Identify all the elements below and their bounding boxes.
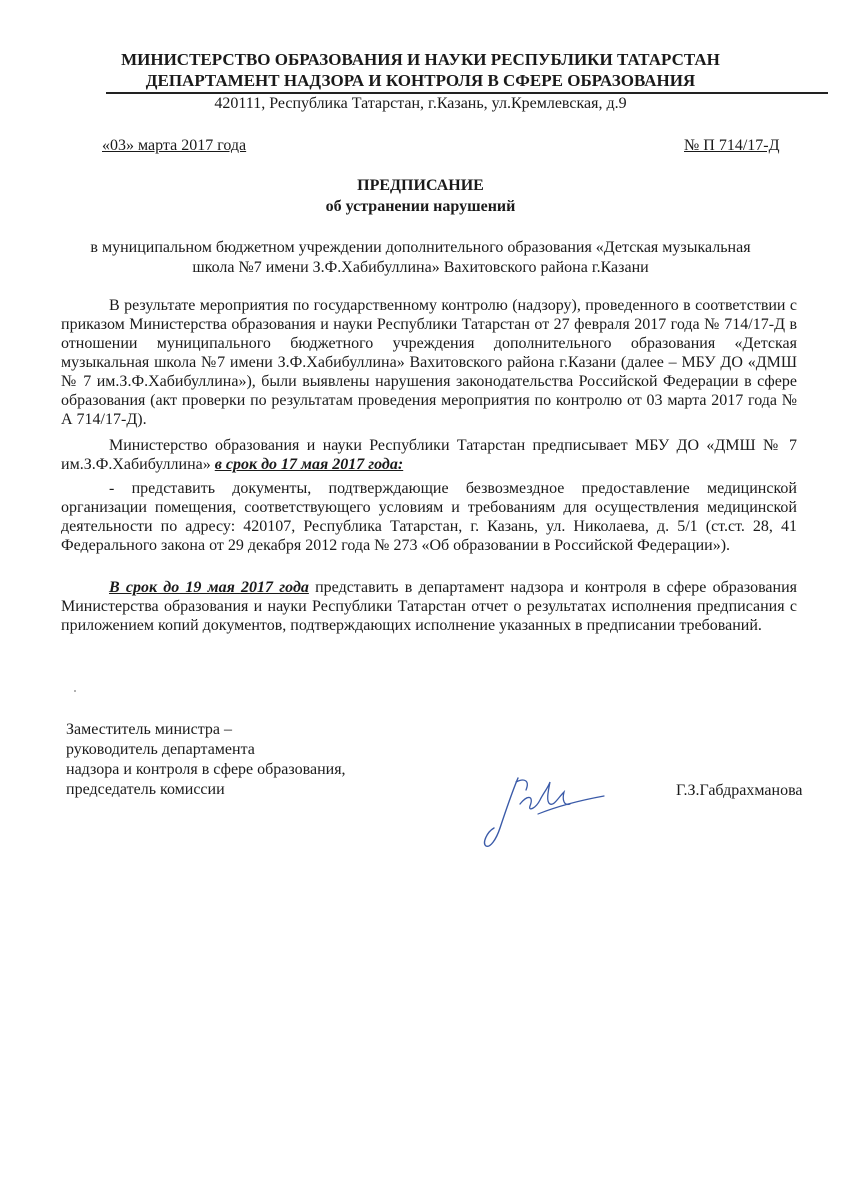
requirement-item: - представить документы, подтверждающие безвозмездное предоставление медицинской организации помещения, соответствующего условиям и требованиям для осуществления медицинской деятельности по адресу: 420107, Республика Татарстан, г. Казань, ул. Николаева, д. 5/1 (ст.ст. 28, 41 Федерального закона от 29 декабря 2012 года № 273 «Об образовании в Российской Федерации»). — [61, 480, 797, 554]
department-address: 420111, Республика Татарстан, г.Казань, ул.Кремлевская, д.9 — [214, 95, 627, 112]
document-date: «03» марта 2017 года — [102, 137, 247, 154]
position-line: надзора и контроля в сфере образования, — [66, 761, 346, 778]
position-line: руководитель департамента — [66, 741, 255, 758]
report-text: представить в департамент надзора и контроля в сфере образования Министерства образования и науки Республики Татарстан отчет о результатах исполнения предписания с приложением копий документов, подтверждающих исполнение указанных в предписании требований. — [61, 579, 798, 634]
document-number: № П 714/17-Д — [684, 137, 780, 154]
document-subtitle: об устранении нарушений — [325, 198, 516, 215]
report-paragraph — [61, 578, 797, 635]
prescription-paragraph — [61, 436, 797, 474]
first-deadline: в срок до 17 мая 2017 года: — [214, 456, 404, 473]
second-deadline: В срок до 19 мая 2017 года — [109, 579, 309, 596]
department-name: ДЕПАРТАМЕНТ НАДЗОРА И КОНТРОЛЯ В СФЕРЕ ОБРАЗОВАНИЯ — [145, 71, 696, 90]
scan-speck — [74, 690, 76, 692]
signatory-name: Г.З.Габдрахманова — [676, 782, 803, 799]
prescription-text: Министерство образования и науки Республики Татарстан предписывает МБУ ДО «ДМШ № 7 им.З.Ф.Хабибуллина» — [61, 437, 797, 473]
position-line: Заместитель министра – — [66, 721, 232, 738]
handwritten-signature — [478, 770, 608, 855]
position-line: председатель комиссии — [66, 781, 225, 798]
subject-line-1: в муниципальном бюджетном учреждении дополнительного образования «Детская музыкальная — [90, 239, 751, 256]
signatory-position — [66, 720, 346, 800]
ministry-name: МИНИСТЕРСТВО ОБРАЗОВАНИЯ И НАУКИ РЕСПУБЛИКИ ТАТАРСТАН — [121, 50, 720, 69]
document-title: ПРЕДПИСАНИЕ — [357, 177, 484, 194]
subject-line-2: школа №7 имени З.Ф.Хабибуллина» Вахитовского района г.Казани — [192, 259, 649, 276]
findings-paragraph: В результате мероприятия по государственному контролю (надзору), проведенного в соответствии с приказом Министерства образования и науки Республики Татарстан от 27 февраля 2017 года № 714/17-Д в отношении муниципального бюджетного учреждения дополнительного образования «Детская музыкальная школа №7 имени З.Ф.Хабибуллина» Вахитовского района г.Казани (далее – МБУ ДО «ДМШ № 7 им.З.Ф.Хабибуллина»), были выявлены нарушения законодательства Российской Федерации в сфере образования (акт проверки по результатам проведения мероприятия по контролю от 03 марта 2017 года № А 714/17-Д). — [61, 297, 797, 428]
